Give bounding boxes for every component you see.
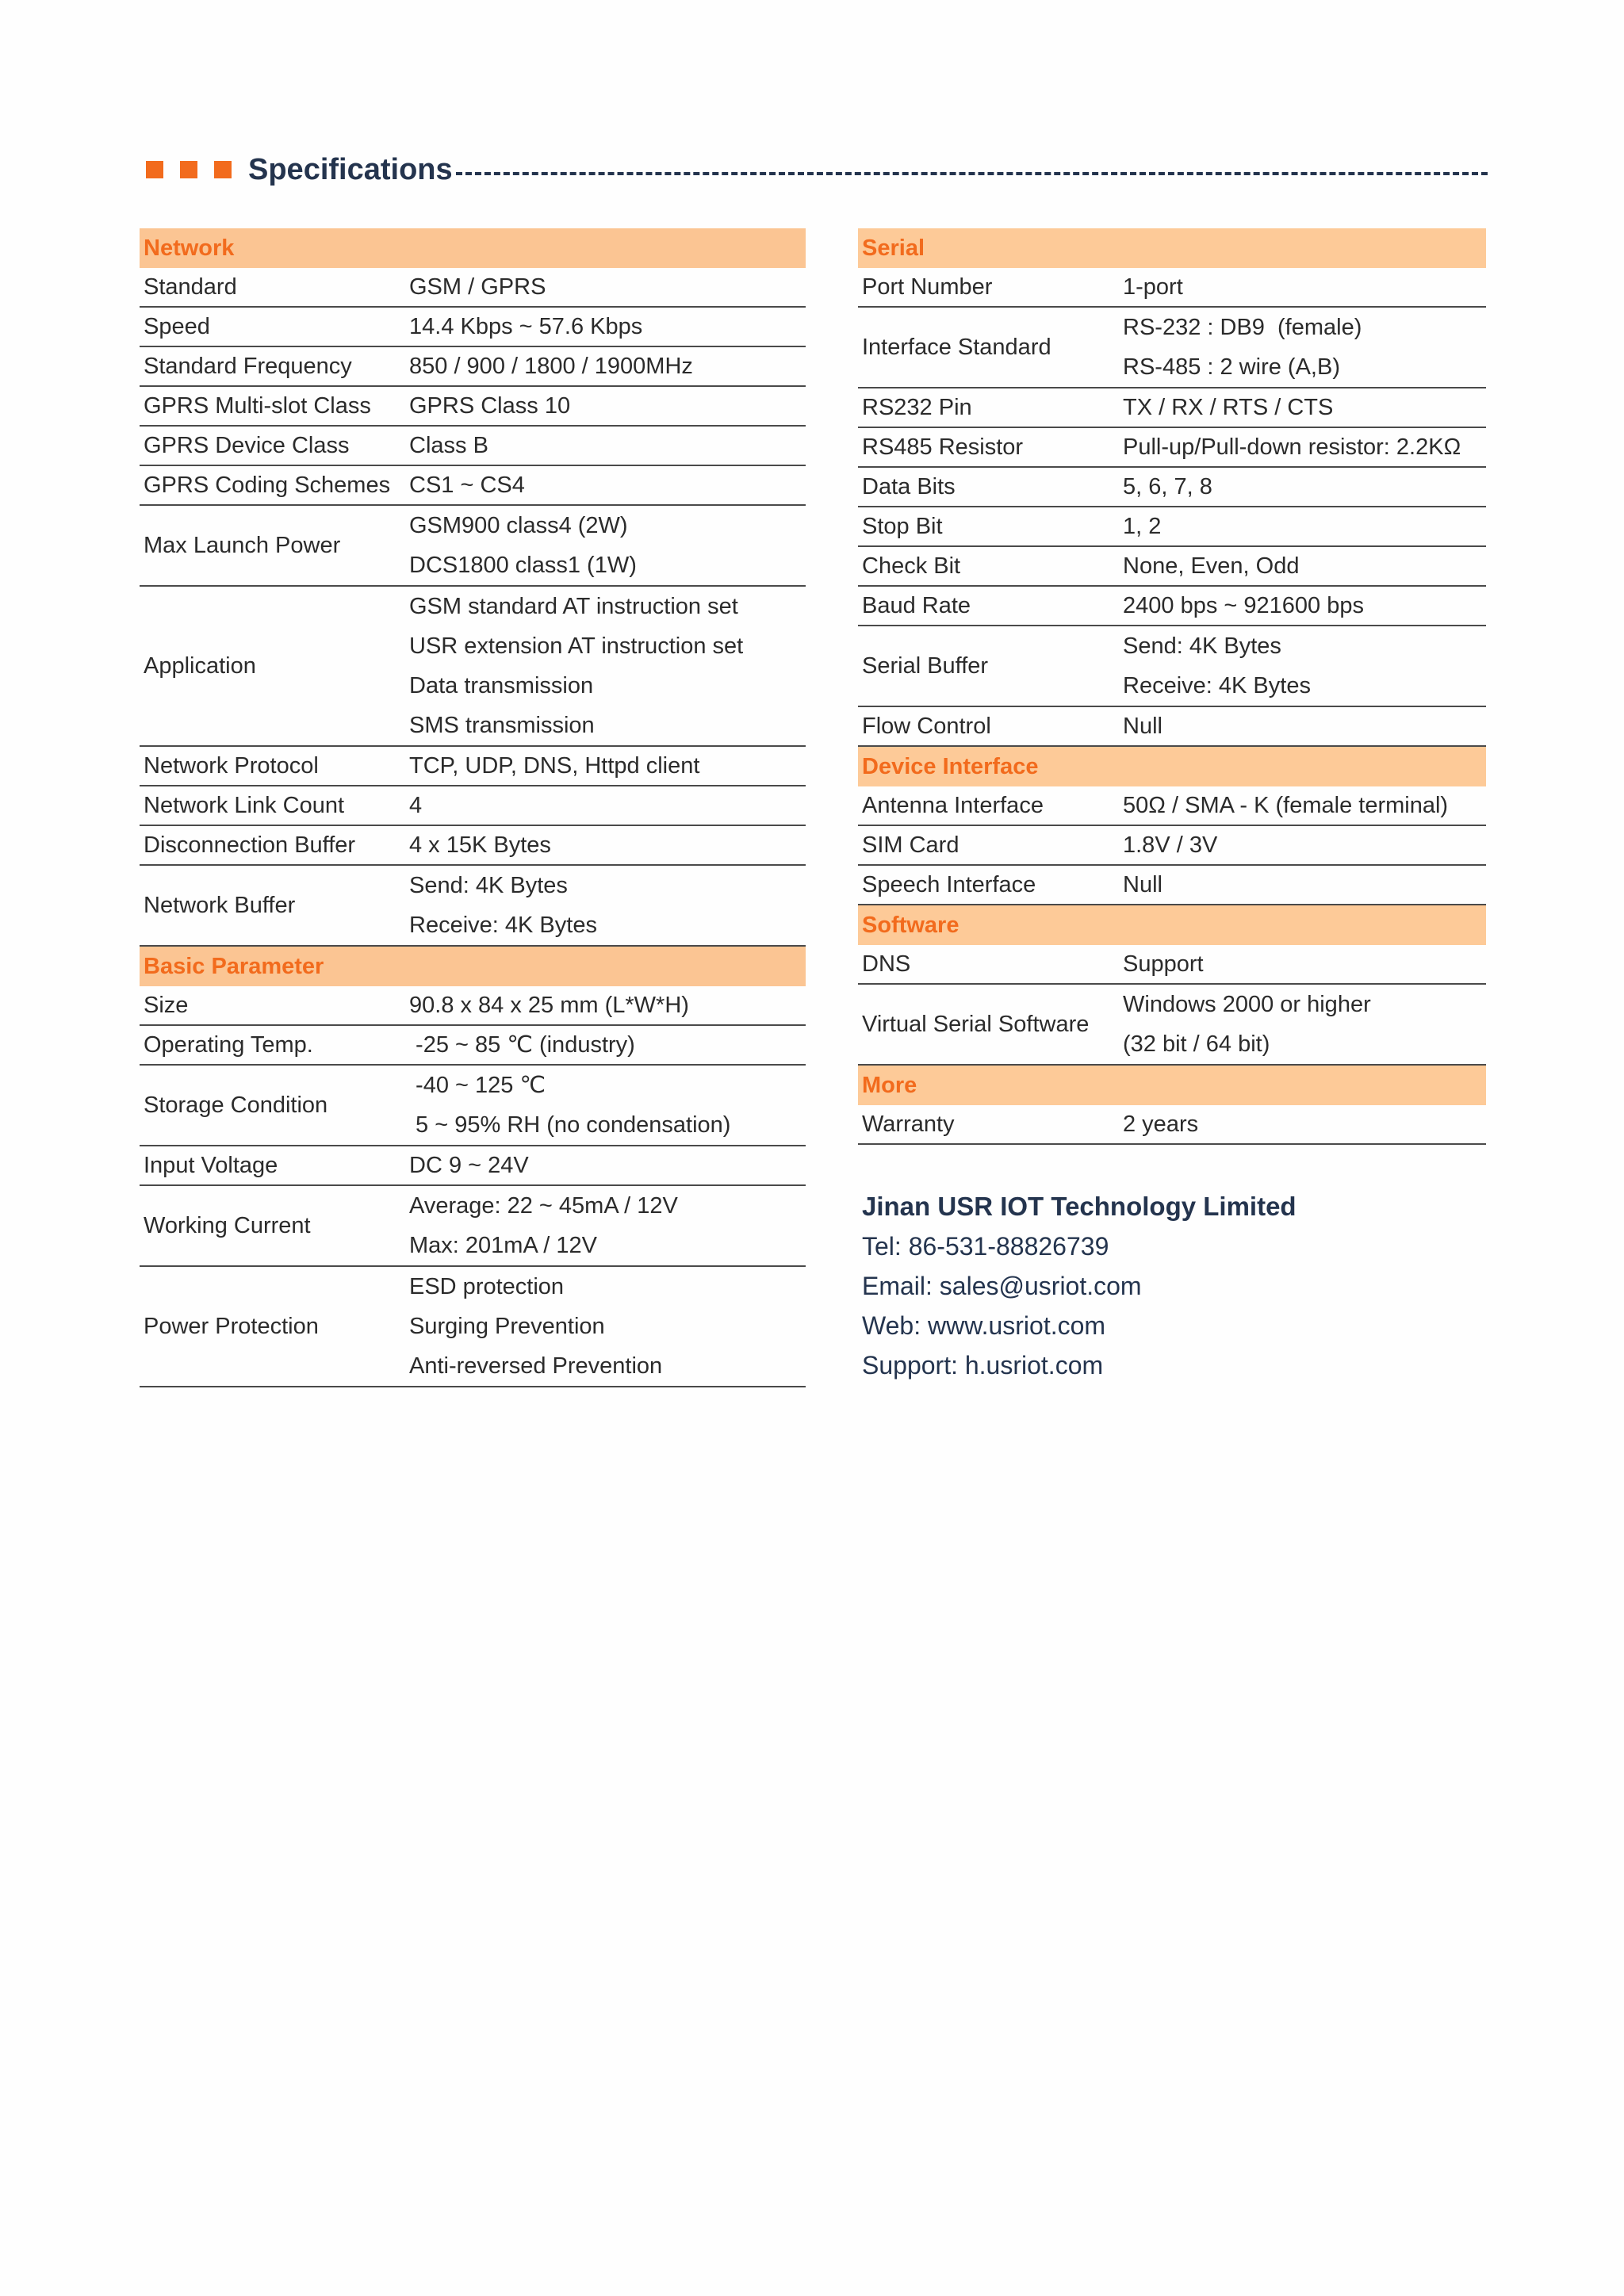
spec-value: Receive: 4K Bytes bbox=[409, 913, 597, 938]
spec-label: GPRS Coding Schemes bbox=[144, 472, 391, 498]
spec-value: 5 ~ 95% RH (no condensation) bbox=[409, 1112, 731, 1138]
spec-value: Pull-up/Pull-down resistor: 2.2KΩ bbox=[1123, 434, 1461, 460]
spec-values bbox=[1123, 308, 1486, 387]
spec-values bbox=[1123, 268, 1486, 306]
spec-values bbox=[409, 986, 806, 1024]
spec-row-standard bbox=[140, 268, 806, 308]
spec-label: Check Bit bbox=[862, 553, 961, 579]
spec-value: Null bbox=[1123, 714, 1162, 739]
spec-label: RS485 Resistor bbox=[862, 434, 1024, 460]
spec-label: Input Voltage bbox=[144, 1152, 278, 1178]
spec-row-standard-frequency bbox=[140, 347, 806, 387]
spec-value: 4 x 15K Bytes bbox=[409, 832, 551, 858]
spec-value: Null bbox=[1123, 872, 1162, 897]
spec-values bbox=[1123, 786, 1486, 825]
spec-row-data-bits bbox=[858, 468, 1486, 507]
contact-web: Web: www.usriot.com bbox=[862, 1311, 1106, 1340]
spec-value: Surging Prevention bbox=[409, 1314, 605, 1339]
spec-value: Class B bbox=[409, 433, 488, 458]
spec-label: Antenna Interface bbox=[862, 792, 1044, 818]
spec-value: 1, 2 bbox=[1123, 514, 1162, 539]
spec-label: Standard Frequency bbox=[144, 353, 352, 379]
spec-value: DC 9 ~ 24V bbox=[409, 1153, 529, 1178]
spec-label: Interface Standard bbox=[862, 334, 1051, 360]
spec-value: 850 / 900 / 1800 / 1900MHz bbox=[409, 354, 693, 379]
spec-values bbox=[409, 1066, 806, 1145]
spec-label: Network Link Count bbox=[144, 792, 345, 818]
spec-row-interface-standard bbox=[858, 308, 1486, 388]
spec-values bbox=[1123, 507, 1486, 545]
spec-label: Application bbox=[144, 652, 256, 679]
spec-values bbox=[409, 506, 806, 585]
spec-value: 4 bbox=[409, 793, 423, 818]
spec-value: TCP, UDP, DNS, Httpd client bbox=[409, 753, 700, 779]
section-header-software: Software bbox=[858, 905, 1486, 945]
spec-value: -25 ~ 85 ℃ (industry) bbox=[409, 1032, 635, 1058]
spec-row-speed bbox=[140, 308, 806, 347]
section-header-more: More bbox=[858, 1066, 1486, 1105]
spec-values bbox=[409, 826, 806, 864]
spec-values bbox=[1123, 388, 1486, 427]
spec-values bbox=[1123, 707, 1486, 745]
spec-row-operating-temp bbox=[140, 1026, 806, 1066]
spec-row-rs485-resistor bbox=[858, 428, 1486, 468]
spec-label: Power Protection bbox=[144, 1313, 319, 1339]
spec-value: Support bbox=[1123, 951, 1204, 977]
right-spec-column bbox=[858, 228, 1486, 1145]
spec-values bbox=[409, 387, 806, 425]
spec-row-baud-rate bbox=[858, 587, 1486, 626]
spec-value: TX / RX / RTS / CTS bbox=[1123, 395, 1334, 420]
spec-row-storage-condition bbox=[140, 1066, 806, 1146]
spec-row-input-voltage bbox=[140, 1146, 806, 1186]
spec-value: Average: 22 ~ 45mA / 12V bbox=[409, 1193, 678, 1219]
bullet-square-icon bbox=[146, 161, 163, 178]
spec-value: GSM / GPRS bbox=[409, 274, 546, 300]
spec-row-check-bit bbox=[858, 547, 1486, 587]
spec-values bbox=[409, 866, 806, 945]
bullet-square-icon bbox=[180, 161, 197, 178]
spec-values bbox=[1123, 866, 1486, 904]
spec-values bbox=[1123, 428, 1486, 466]
spec-row-size bbox=[140, 986, 806, 1026]
spec-value: Max: 201mA / 12V bbox=[409, 1233, 597, 1258]
spec-label: Data Bits bbox=[862, 473, 956, 499]
spec-row-sim-card bbox=[858, 826, 1486, 866]
section-header-serial: Serial bbox=[858, 228, 1486, 268]
spec-values bbox=[1123, 547, 1486, 585]
spec-row-network-buffer bbox=[140, 866, 806, 947]
spec-values bbox=[1123, 826, 1486, 864]
specifications-heading bbox=[146, 149, 1488, 190]
spec-row-power-protection bbox=[140, 1267, 806, 1387]
spec-values bbox=[409, 786, 806, 825]
spec-value: Anti-reversed Prevention bbox=[409, 1353, 663, 1379]
spec-value: GSM900 class4 (2W) bbox=[409, 513, 628, 538]
spec-row-application bbox=[140, 587, 806, 747]
spec-label: GPRS Multi-slot Class bbox=[144, 392, 371, 419]
spec-label: Working Current bbox=[144, 1212, 311, 1238]
spec-value: GSM standard AT instruction set bbox=[409, 594, 738, 619]
spec-row-warranty bbox=[858, 1105, 1486, 1145]
spec-row-dns bbox=[858, 945, 1486, 985]
spec-value: 50Ω / SMA - K (female terminal) bbox=[1123, 793, 1449, 818]
spec-label: Flow Control bbox=[862, 713, 991, 739]
spec-values bbox=[1123, 468, 1486, 506]
spec-values bbox=[409, 1267, 806, 1386]
spec-value: SMS transmission bbox=[409, 713, 595, 738]
company-name: Jinan USR IOT Technology Limited bbox=[862, 1192, 1297, 1221]
spec-label: GPRS Device Class bbox=[144, 432, 350, 458]
spec-value: 2400 bps ~ 921600 bps bbox=[1123, 593, 1364, 618]
spec-label: Baud Rate bbox=[862, 592, 971, 618]
spec-value: GPRS Class 10 bbox=[409, 393, 571, 419]
spec-value: Send: 4K Bytes bbox=[409, 873, 568, 898]
spec-value: USR extension AT instruction set bbox=[409, 633, 744, 659]
spec-label: Warranty bbox=[862, 1111, 955, 1137]
spec-values bbox=[409, 747, 806, 785]
spec-values bbox=[1123, 626, 1486, 706]
spec-row-working-current bbox=[140, 1186, 806, 1267]
spec-value: DCS1800 class1 (1W) bbox=[409, 553, 637, 578]
spec-row-gprs-multi-slot-class bbox=[140, 387, 806, 427]
spec-values bbox=[409, 268, 806, 306]
spec-label: Network Buffer bbox=[144, 892, 296, 918]
section-header-device-interface: Device Interface bbox=[858, 747, 1486, 786]
spec-row-serial-buffer bbox=[858, 626, 1486, 707]
left-spec-column bbox=[140, 228, 806, 1387]
spec-value: 2 years bbox=[1123, 1112, 1199, 1137]
contact-tel: Tel: 86-531-88826739 bbox=[862, 1232, 1109, 1261]
bullet-square-icon bbox=[214, 161, 232, 178]
spec-value: Receive: 4K Bytes bbox=[1123, 673, 1311, 698]
spec-values bbox=[409, 587, 806, 745]
spec-label: Max Launch Power bbox=[144, 532, 341, 558]
spec-row-virtual-serial-software bbox=[858, 985, 1486, 1066]
spec-values bbox=[1123, 985, 1486, 1064]
spec-label: Speed bbox=[144, 313, 210, 339]
spec-values bbox=[409, 1026, 806, 1064]
spec-label: Port Number bbox=[862, 274, 993, 300]
spec-value: 1.8V / 3V bbox=[1123, 832, 1218, 858]
spec-row-antenna-interface bbox=[858, 786, 1486, 826]
spec-values bbox=[409, 466, 806, 504]
contact-email: Email: sales@usriot.com bbox=[862, 1272, 1142, 1300]
spec-row-gprs-device-class bbox=[140, 427, 806, 466]
spec-label: DNS bbox=[862, 951, 911, 977]
spec-row-max-launch-power bbox=[140, 506, 806, 587]
spec-label: SIM Card bbox=[862, 832, 959, 858]
spec-row-network-protocol bbox=[140, 747, 806, 786]
spec-value: -40 ~ 125 ℃ bbox=[409, 1073, 546, 1098]
spec-label: Virtual Serial Software bbox=[862, 1011, 1090, 1037]
spec-values bbox=[409, 1146, 806, 1184]
spec-row-network-link-count bbox=[140, 786, 806, 826]
spec-row-gprs-coding-schemes bbox=[140, 466, 806, 506]
spec-values bbox=[1123, 587, 1486, 625]
spec-value: 90.8 x 84 x 25 mm (L*W*H) bbox=[409, 993, 689, 1018]
spec-label: Operating Temp. bbox=[144, 1031, 313, 1058]
heading-dashed-rule bbox=[456, 172, 1488, 175]
spec-label: RS232 Pin bbox=[862, 394, 972, 420]
spec-values bbox=[409, 1186, 806, 1265]
section-header-basic-parameter: Basic Parameter bbox=[140, 947, 806, 986]
spec-values bbox=[409, 347, 806, 385]
spec-label: Speech Interface bbox=[862, 871, 1036, 897]
spec-value: RS-232 : DB9 (female) bbox=[1123, 315, 1362, 340]
spec-row-rs232-pin bbox=[858, 388, 1486, 428]
contact-support: Support: h.usriot.com bbox=[862, 1351, 1104, 1380]
spec-value: (32 bit / 64 bit) bbox=[1123, 1031, 1270, 1057]
spec-value: RS-485 : 2 wire (A,B) bbox=[1123, 354, 1340, 380]
spec-row-flow-control bbox=[858, 707, 1486, 747]
spec-values bbox=[1123, 1105, 1486, 1143]
spec-label: Network Protocol bbox=[144, 752, 319, 779]
spec-value: 5, 6, 7, 8 bbox=[1123, 474, 1212, 499]
spec-value: ESD protection bbox=[409, 1274, 565, 1299]
spec-row-disconnection-buffer bbox=[140, 826, 806, 866]
spec-row-speech-interface bbox=[858, 866, 1486, 905]
spec-value: Send: 4K Bytes bbox=[1123, 633, 1281, 659]
spec-row-stop-bit bbox=[858, 507, 1486, 547]
page-title: Specifications bbox=[248, 152, 453, 186]
spec-value: None, Even, Odd bbox=[1123, 553, 1300, 579]
spec-label: Storage Condition bbox=[144, 1092, 328, 1118]
section-header-network: Network bbox=[140, 228, 806, 268]
spec-value: Windows 2000 or higher bbox=[1123, 992, 1371, 1017]
spec-value: CS1 ~ CS4 bbox=[409, 473, 525, 498]
spec-value: 14.4 Kbps ~ 57.6 Kbps bbox=[409, 314, 643, 339]
spec-label: Disconnection Buffer bbox=[144, 832, 356, 858]
spec-label: Serial Buffer bbox=[862, 652, 989, 679]
spec-label: Stop Bit bbox=[862, 513, 943, 539]
spec-value: 1-port bbox=[1123, 274, 1183, 300]
spec-values bbox=[409, 427, 806, 465]
spec-row-port-number bbox=[858, 268, 1486, 308]
spec-values bbox=[1123, 945, 1486, 983]
spec-label: Size bbox=[144, 992, 189, 1018]
spec-label: Standard bbox=[144, 274, 237, 300]
spec-value: Data transmission bbox=[409, 673, 594, 698]
contact-block bbox=[862, 1187, 1488, 1385]
spec-values bbox=[409, 308, 806, 346]
